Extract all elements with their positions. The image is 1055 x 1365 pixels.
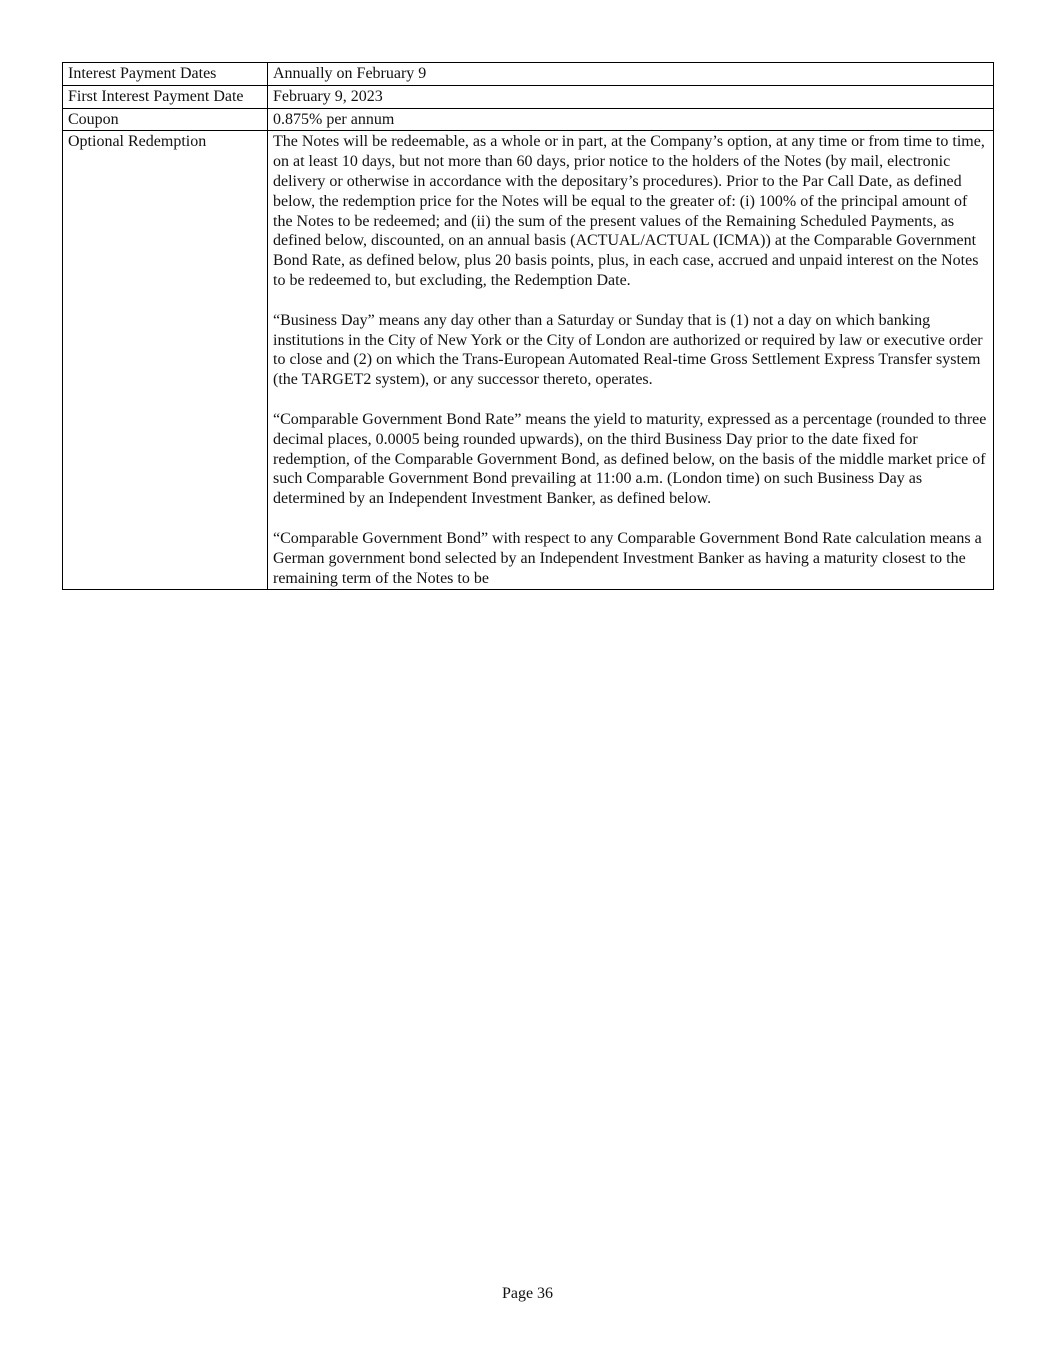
row-value-paragraphs — [268, 131, 994, 590]
row-value: 0.875% per annum — [268, 108, 994, 131]
page-number: Page 36 — [501, 1285, 554, 1302]
row-value: Annually on February 9 — [268, 63, 994, 86]
paragraph-redemption-terms: The Notes will be redeemable, as a whole or in part, at the Company’s option, at any time or from time to time, on at least 10 days, but not more than 60 days, prior notice to the holders of the Notes (by mail, electronic delivery or otherwise in accordance with the depositary’s procedures). Prior to the Par Call Date, as defined below, the redemption price for the Notes will be equal to the greater of: (i) 100% of the principal amount of the Notes to be redeemed; and (ii) the sum of the present values of the Remaining Scheduled Payments, as defined below, discounted, on an annual basis (ACTUAL/ACTUAL (ICMA)) at the Comparable Government Bond Rate, as defined below, plus 20 basis points, plus, in each case, accrued and unpaid interest on the Notes to be redeemed to, but excluding, the Redemption Date. — [273, 133, 985, 289]
row-label: First Interest Payment Date — [63, 85, 268, 108]
table-row-coupon — [63, 108, 994, 131]
row-label: Coupon — [63, 108, 268, 131]
table-row-interest-payment-dates — [63, 63, 994, 86]
terms-table — [62, 62, 994, 590]
paragraph-comparable-government-bond-rate-definition: “Comparable Government Bond Rate” means the yield to maturity, expressed as a percentage (rounded to three decimal places, 0.0005 being rounded upwards), on the third Business Day prior to the date fixed for redemption, of the Comparable Government Bond, as defined below, on the basis of the middle market price of such Comparable Government Bond prevailing at 11:00 a.m. (London time) on such Business Day as determined by an Independent Investment Banker, as defined below. — [273, 410, 987, 508]
row-label: Optional Redemption — [63, 131, 268, 590]
paragraph-business-day-definition: “Business Day” means any day other than a Saturday or Sunday that is (1) not a day on which banking institutions in the City of New York or the City of London are authorized or required by law or executive order to close and (2) on which the Trans-European Automated Real-time Gross Settlement Express Transfer system (the TARGET2 system), or any successor thereto, operates. — [273, 311, 983, 389]
row-value: February 9, 2023 — [268, 85, 994, 108]
paragraph-comparable-government-bond-definition: “Comparable Government Bond” with respect to any Comparable Government Bond Rate calculation means a German government bond selected by an Independent Investment Banker as having a maturity closest to the remaining term of the Notes to be — [273, 529, 982, 587]
table-row-first-interest-payment-date — [63, 85, 994, 108]
row-label: Interest Payment Dates — [63, 63, 268, 86]
table-row-optional-redemption — [63, 131, 994, 590]
